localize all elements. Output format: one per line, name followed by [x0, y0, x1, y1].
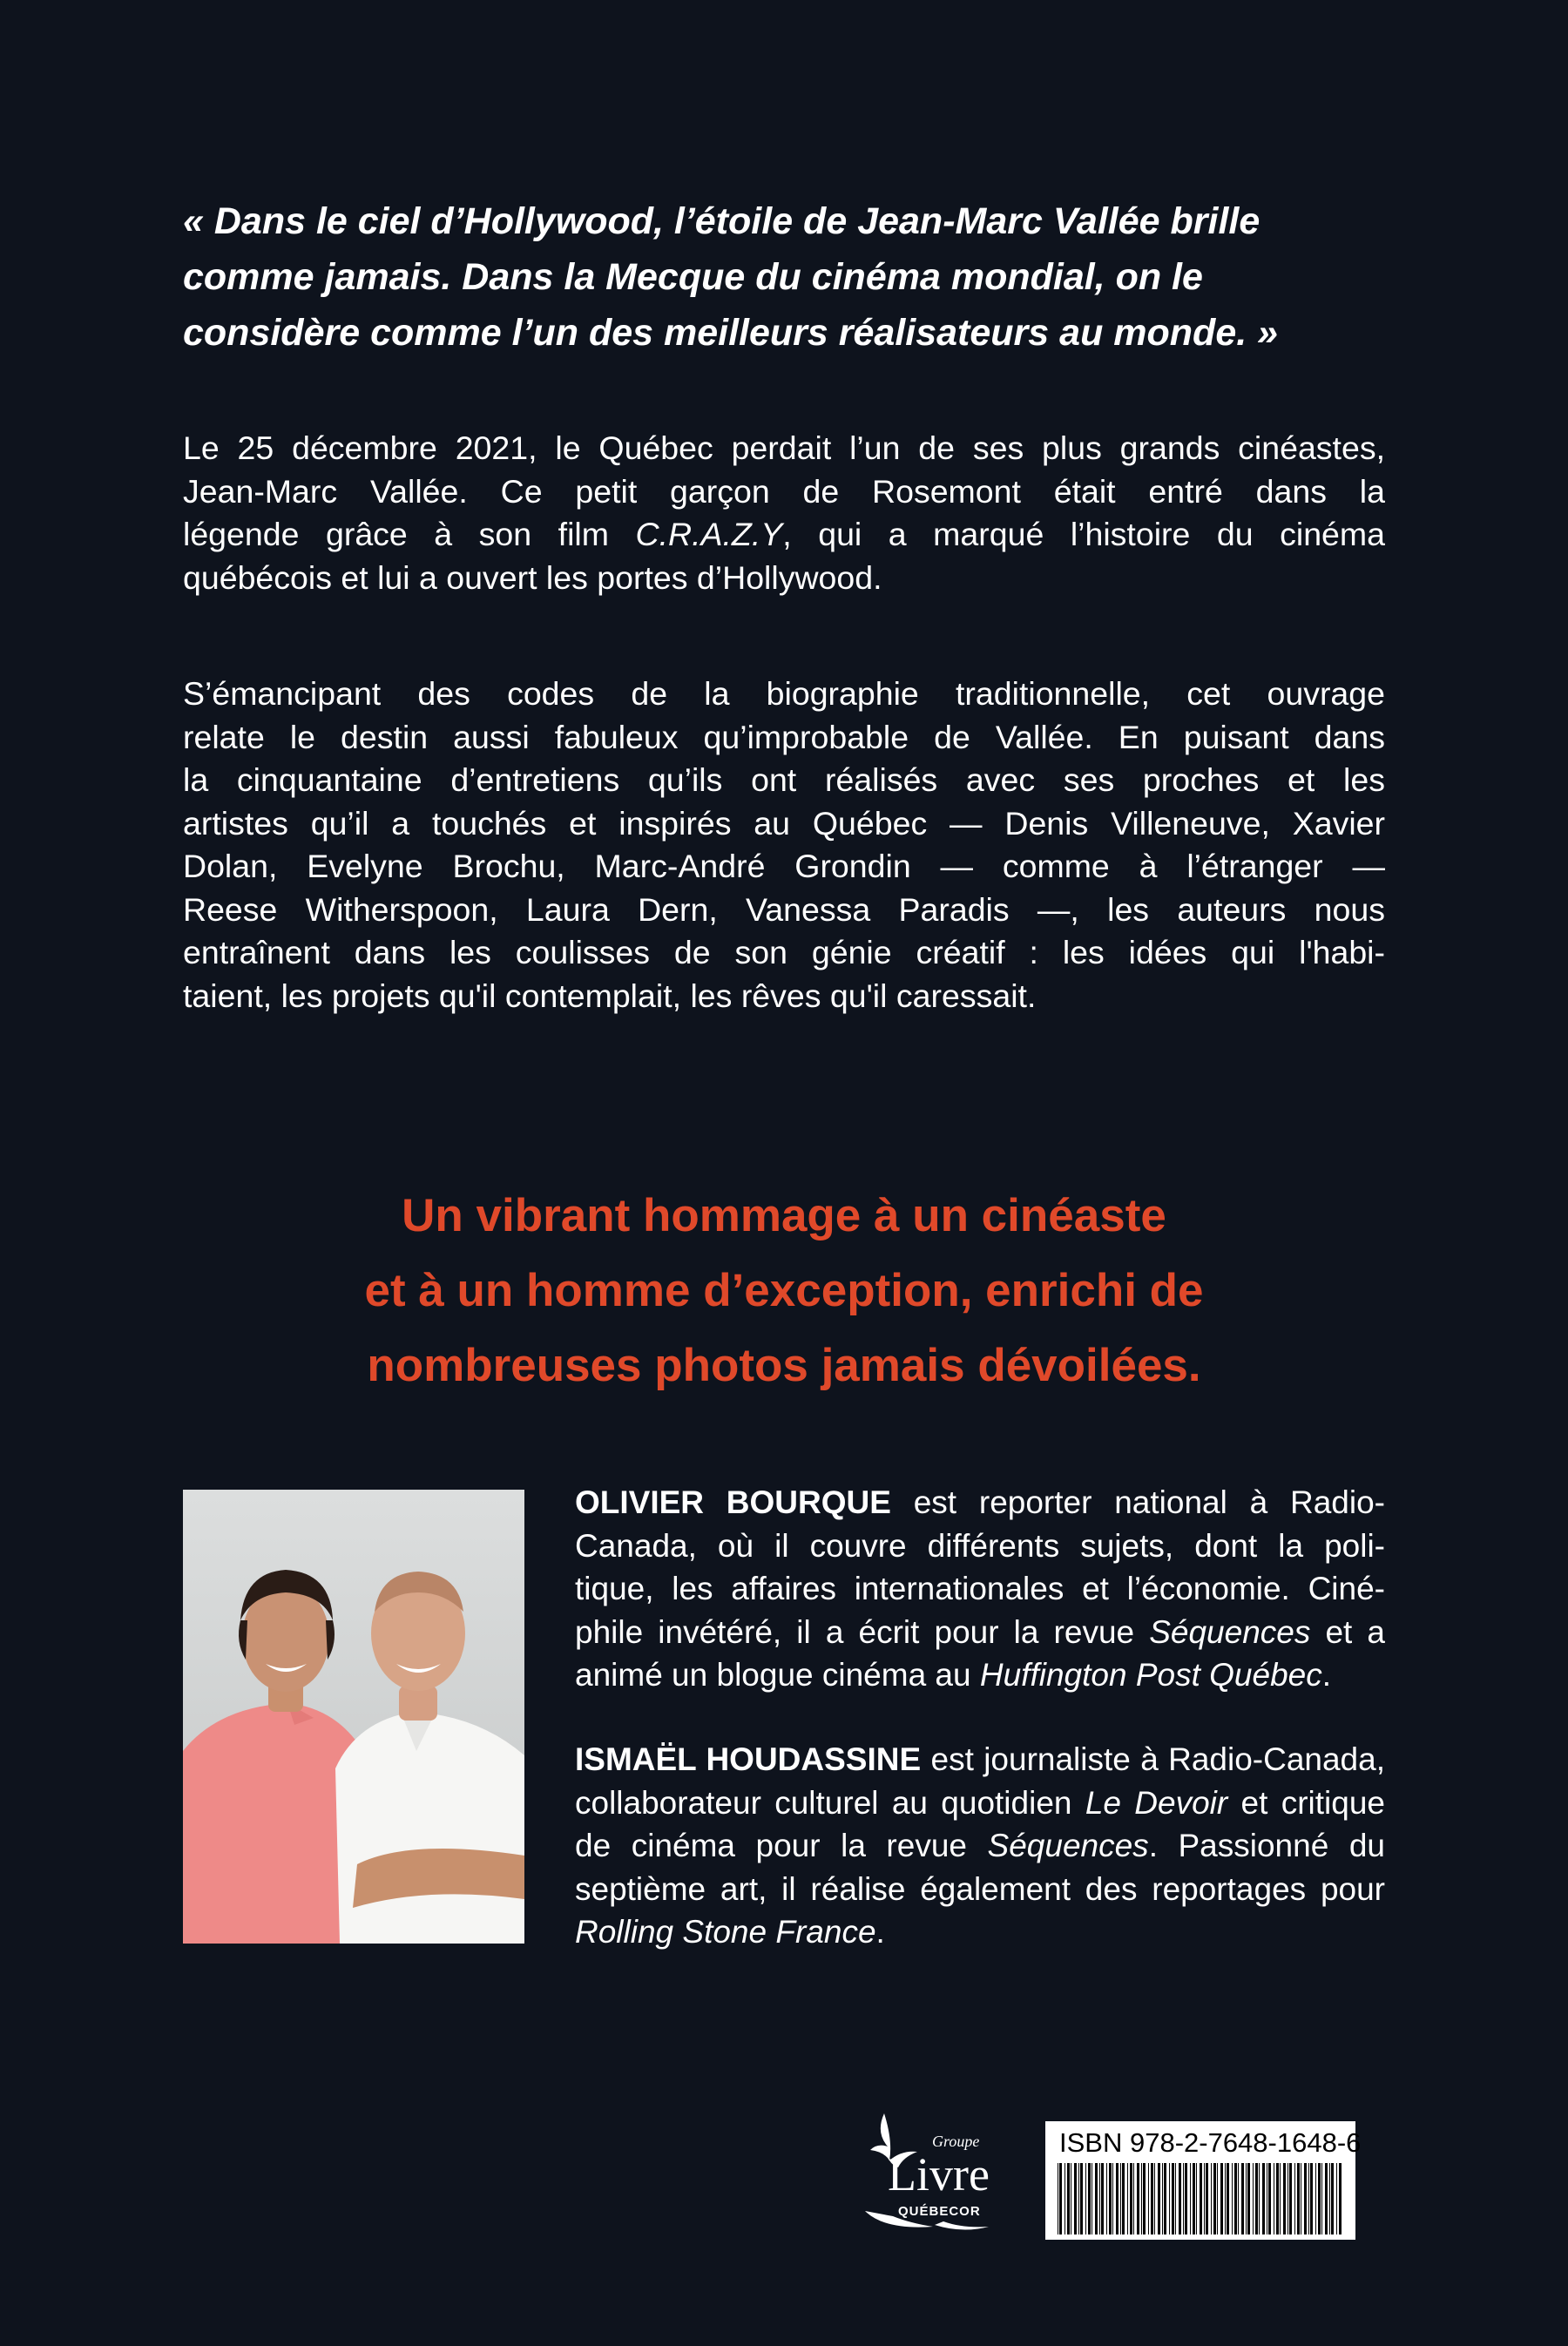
bio-line [575, 1824, 1385, 1868]
bio-line [575, 1781, 1385, 1825]
publisher-logo [849, 2106, 1024, 2237]
barcode-bar [1227, 2163, 1229, 2234]
bio-text: et a [1310, 1613, 1385, 1650]
barcode-bar [1130, 2163, 1132, 2234]
paragraph-line: Dolan, Evelyne Brochu, Marc-André Grondin — comme à l’étranger — [183, 848, 1385, 884]
barcode-bar [1206, 2163, 1208, 2234]
barcode-bar [1321, 2163, 1322, 2234]
film-title: C.R.A.Z.Y [635, 516, 783, 552]
authors-photo-illustration [183, 1490, 524, 1944]
author-name: ISMAËL HOUDASSINE [575, 1741, 922, 1777]
description-paragraph [183, 673, 1385, 1018]
bio-line: Canada, où il couvre différents sujets, dont la poli- [575, 1527, 1385, 1564]
paragraph-text: , qui a marqué l’histoire du cinéma [782, 516, 1385, 552]
tagline-line: et à un homme d’exception, enrichi de [364, 1265, 1204, 1316]
publisher-groupe: Groupe [932, 2133, 980, 2150]
bio-line [575, 1653, 1385, 1697]
paragraph-line [183, 513, 1385, 557]
bio-line [575, 1481, 1385, 1525]
tagline [174, 1179, 1394, 1403]
bio-text: est reporter national à Radio- [890, 1484, 1385, 1520]
tagline-line: nombreuses photos jamais dévoilées. [367, 1340, 1201, 1391]
barcode-bar [1059, 2163, 1062, 2234]
barcode-bar [1217, 2163, 1218, 2234]
paragraph-line: entraînent dans les coulisses de son génie créatif : les idées qui l'habi- [183, 934, 1385, 970]
barcode-bar [1122, 2163, 1125, 2234]
barcode-bar [1067, 2163, 1070, 2234]
barcode-bar [1225, 2163, 1226, 2234]
barcode-bar [1151, 2163, 1153, 2234]
barcode-bar [1325, 2163, 1328, 2234]
barcode-bar [1141, 2163, 1142, 2234]
barcode-bar [1259, 2163, 1260, 2234]
barcode-bar [1101, 2163, 1104, 2234]
barcode-bar [1262, 2163, 1265, 2234]
barcode-bar [1294, 2163, 1295, 2234]
barcode-bar [1099, 2163, 1100, 2234]
barcode-bar [1154, 2163, 1155, 2234]
quote-line: « Dans le ciel d’Hollywood, l’étoile de Jean-Marc Vallée brille [183, 200, 1260, 242]
barcode-bar [1253, 2163, 1254, 2234]
bio-line [575, 1738, 1385, 1781]
barcode-bar [1308, 2163, 1309, 2234]
barcode-bar [1175, 2163, 1176, 2234]
barcode-bar [1183, 2163, 1184, 2234]
publication-title: Le Devoir [1085, 1784, 1228, 1821]
barcode-bar [1196, 2163, 1197, 2234]
barcode-bar [1120, 2163, 1121, 2234]
barcode-bar [1297, 2163, 1300, 2234]
paragraph-line: québécois et lui a ouvert les portes d’Hollywood. [183, 558, 882, 596]
barcode-bar [1232, 2163, 1233, 2234]
barcode-bar [1213, 2163, 1216, 2234]
barcode-bar [1336, 2163, 1337, 2234]
barcode-bar [1185, 2163, 1187, 2234]
paragraph-text: légende grâce à son film [183, 516, 636, 552]
barcode-bars [1056, 2163, 1345, 2234]
publication-title: Huffington Post Québec [979, 1657, 1322, 1693]
paragraph-line: Le 25 décembre 2021, le Québec perdait l’un de ses plus grands cinéastes, [183, 429, 1385, 466]
paragraph-line: relate le destin aussi fabuleux qu’improbable de Vallée. En puisant dans [183, 718, 1385, 755]
barcode-bar [1078, 2163, 1079, 2234]
barcode-bar [1080, 2163, 1083, 2234]
barcode-bar [1289, 2163, 1292, 2234]
barcode-bar [1200, 2163, 1202, 2234]
barcode-bar [1088, 2163, 1091, 2234]
publisher-livre: Livre [888, 2148, 990, 2201]
author-bio-bourque [575, 1481, 1385, 1697]
publication-title: Séquences [1149, 1613, 1311, 1650]
paragraph-line: S’émancipant des codes de la biographie traditionnelle, cet ouvrage [183, 675, 1385, 712]
barcode-bar [1085, 2163, 1086, 2234]
barcode-bar [1164, 2163, 1166, 2234]
barcode-bar [1304, 2163, 1307, 2234]
author-bio-houdassine [575, 1738, 1385, 1954]
barcode-bar [1241, 2163, 1244, 2234]
publication-title: Rolling Stone France [575, 1914, 876, 1950]
paragraph-line: Reese Witherspoon, Laura Dern, Vanessa Paradis —, les auteurs nous [183, 890, 1385, 928]
bio-text: . [875, 1914, 885, 1950]
barcode-bar [1106, 2163, 1107, 2234]
barcode-bar [1137, 2163, 1139, 2234]
barcode-bar [1112, 2163, 1113, 2234]
bio-text: . Passionné du [1148, 1828, 1385, 1863]
barcode-bar [1158, 2163, 1160, 2234]
barcode-bar [1255, 2163, 1258, 2234]
barcode-bar [1220, 2163, 1223, 2234]
publisher-quebecor: QUÉBECOR [898, 2204, 981, 2219]
barcode-bar [1283, 2163, 1286, 2234]
bio-line: tique, les affaires internationales et l’économie. Ciné- [575, 1571, 1385, 1606]
barcode-bar [1179, 2163, 1181, 2234]
barcode-bar [1190, 2163, 1191, 2234]
bio-text: de cinéma pour la revue [575, 1828, 988, 1863]
barcode-bar [1116, 2163, 1119, 2234]
barcode-bar [1193, 2163, 1195, 2234]
barcode-bar [1318, 2163, 1321, 2234]
bio-text: animé un blogue cinéma au [575, 1657, 980, 1693]
barcode-bar [1329, 2163, 1330, 2234]
barcode-bar [1148, 2163, 1149, 2234]
barcode-bar [1276, 2163, 1279, 2234]
tagline-line: Un vibrant hommage à un cinéaste [402, 1190, 1166, 1241]
authors-photo [183, 1490, 524, 1944]
barcode-bar [1280, 2163, 1281, 2234]
barcode-bar [1238, 2163, 1239, 2234]
barcode-bar [1064, 2163, 1065, 2234]
bio-text: collaborateur culturel au quotidien [575, 1784, 1085, 1821]
bio-text: et critique [1227, 1784, 1385, 1821]
bio-text: est journaliste à Radio-Canada, [921, 1741, 1385, 1777]
pull-quote [183, 193, 1385, 361]
isbn-barcode [1045, 2121, 1362, 2240]
paragraph-line: la cinquantaine d’entretiens qu’ils ont réalisés avec ses proches et les [183, 761, 1385, 798]
paragraph-line: taient, les projets qu'il contemplait, les rêves qu'il caressait. [183, 977, 1037, 1014]
barcode-bar [1315, 2163, 1316, 2234]
barcode-bar [1331, 2163, 1334, 2234]
bio-text: . [1321, 1657, 1332, 1693]
barcode-bar [1211, 2163, 1212, 2234]
barcode-bar [1143, 2163, 1146, 2234]
bio-line [575, 1611, 1385, 1654]
intro-paragraph [183, 427, 1385, 599]
author-name: OLIVIER BOURQUE [575, 1484, 891, 1520]
paragraph-line: artistes qu’il a touchés et inspirés au Québec — Denis Villeneuve, Xavier [183, 804, 1385, 842]
barcode-bar [1127, 2163, 1128, 2234]
bio-text: phile invétéré, il a écrit pour la revue [575, 1613, 1150, 1650]
barcode-bar [1204, 2163, 1205, 2234]
barcode-bar [1246, 2163, 1247, 2234]
isbn-number: ISBN 978-2-7648-1648-6 [1059, 2127, 1362, 2158]
quote-line: considère comme l’un des meilleurs réalisateurs au monde. » [183, 312, 1279, 354]
barcode-bar [1310, 2163, 1313, 2234]
paragraph-line: Jean-Marc Vallée. Ce petit garçon de Rosemont était entré dans la [183, 472, 1385, 510]
barcode-bar [1074, 2163, 1077, 2234]
barcode-bar [1172, 2163, 1174, 2234]
barcode-bar [1162, 2163, 1163, 2234]
bio-line [575, 1910, 1385, 1954]
barcode-bar [1268, 2163, 1271, 2234]
barcode-bar [1169, 2163, 1170, 2234]
barcode-bar [1109, 2163, 1112, 2234]
barcode-bar [1339, 2163, 1342, 2234]
publication-title: Séquences [987, 1828, 1149, 1863]
bio-line: septième art, il réalise également des reportages pour [575, 1870, 1385, 1907]
barcode-bar [1095, 2163, 1098, 2234]
quote-line: comme jamais. Dans la Mecque du cinéma mondial, on le [183, 256, 1203, 298]
barcode-bar [1133, 2163, 1134, 2234]
barcode-bar [1247, 2163, 1250, 2234]
barcode-bar [1234, 2163, 1237, 2234]
